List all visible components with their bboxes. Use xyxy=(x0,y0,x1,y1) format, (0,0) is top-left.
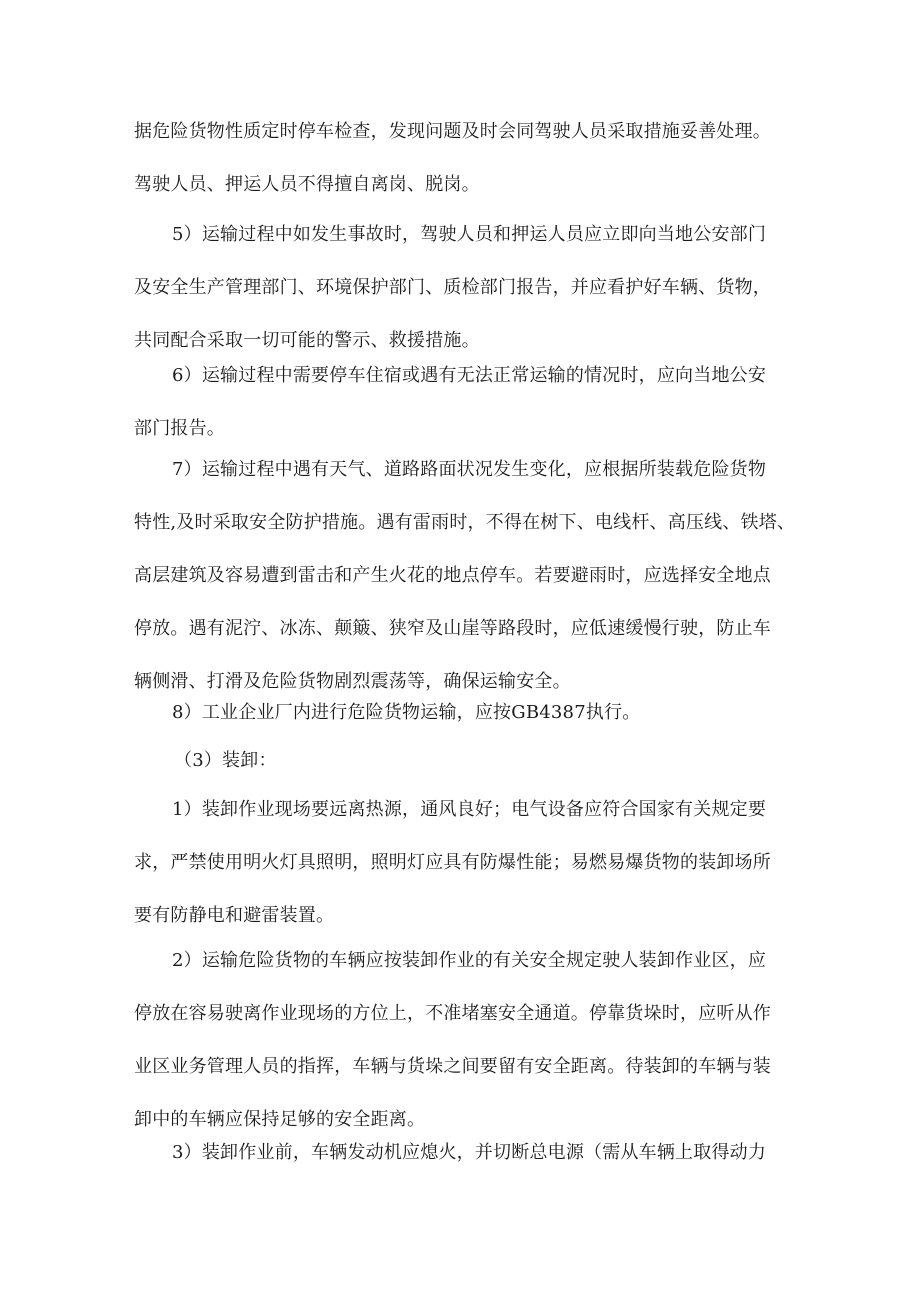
text-line: 7）运输过程中遇有天气、道路路面状况发生变化，应根据所装载危险货物 xyxy=(172,459,767,480)
text-line: 求，严禁使用明火灯具照明，照明灯应具有防爆性能；易燃易爆货物的装卸场所 xyxy=(134,852,771,873)
section-heading-loading xyxy=(134,745,796,776)
paragraph-loading-item-1 xyxy=(134,794,796,931)
text-line: 部门报告。 xyxy=(134,418,225,439)
text-line: 6）运输过程中需要停车住宿或遇有无法正常运输的情况时，应向当地公安 xyxy=(172,365,767,386)
paragraph-loading-item-2 xyxy=(134,945,796,1135)
text-line: 据危险货物性质定时停车检查，发现问题及时会同驾驶人员采取措施妥善处理。 xyxy=(134,121,771,142)
paragraph-item-5 xyxy=(134,219,796,356)
text-line: 卸中的车辆应保持足够的安全距离。 xyxy=(134,1109,426,1130)
text-line: 8）工业企业厂内进行危险货物运输，应按GB4387执行。 xyxy=(172,702,641,723)
text-line: 5）运输过程中如发生事故时，驾驶人员和押运人员应立即向当地公安部门 xyxy=(172,224,767,245)
text-line: 业区业务管理人员的指挥，车辆与货垛之间要留有安全距离。待装卸的车辆与装 xyxy=(134,1056,771,1077)
paragraph-loading-item-3 xyxy=(134,1137,796,1168)
text-line: 要有防静电和避雷装置。 xyxy=(134,905,335,926)
text-line: 高层建筑及容易遭到雷击和产生火花的地点停车。若要避雨时，应选择安全地点 xyxy=(134,565,771,586)
text-line: 停放在容易驶离作业现场的方位上，不准堵塞安全通道。停靠货垛时，应听从作 xyxy=(134,1003,771,1024)
paragraph-continuation xyxy=(134,116,796,200)
text-line: 及安全生产管理部门、环境保护部门、质检部门报告，并应看护好车辆、货物， xyxy=(134,277,771,298)
text-line: 辆侧滑、打滑及危险货物剧烈震荡等，确保运输安全。 xyxy=(134,671,571,692)
text-line: 2）运输危险货物的车辆应按装卸作业的有关安全规定驶人装卸作业区，应 xyxy=(172,950,767,971)
section-heading: （3）装卸： xyxy=(174,750,277,771)
paragraph-item-8 xyxy=(134,697,796,728)
paragraph-item-6 xyxy=(134,360,796,444)
text-line: 驾驶人员、押运人员不得擅自离岗、脱岗。 xyxy=(134,174,480,195)
text-line: 1）装卸作业现场要远离热源，通风良好；电气设备应符合国家有关规定要 xyxy=(172,799,767,820)
text-line: 特性,及时采取安全防护措施。遇有雷雨时，不得在树下、电线杆、高压线、铁塔、 xyxy=(134,512,796,533)
text-line: 3）装卸作业前，车辆发动机应熄火，并切断总电源（需从车辆上取得动力 xyxy=(172,1142,767,1163)
text-line: 停放。遇有泥泞、冰冻、颠簸、狭窄及山崖等路段时，应低速缓慢行驶，防止车 xyxy=(134,618,771,639)
text-line: 共同配合采取一切可能的警示、救援措施。 xyxy=(134,330,480,351)
paragraph-item-7 xyxy=(134,454,796,697)
